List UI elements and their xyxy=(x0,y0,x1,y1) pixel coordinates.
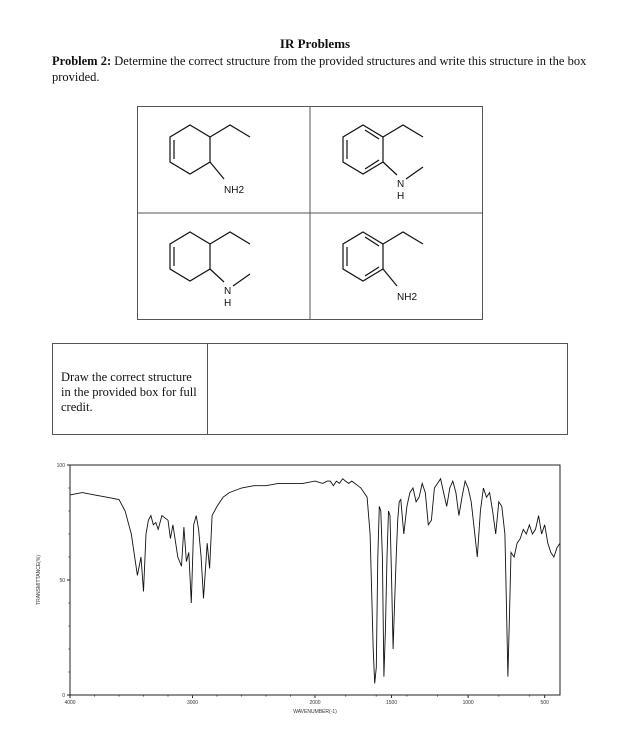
problem-label: Problem 2: xyxy=(52,54,112,68)
structure-choice-4[interactable] xyxy=(311,214,483,320)
structure-choice-3[interactable] xyxy=(138,214,310,320)
structure-choices-grid xyxy=(137,106,483,320)
x-tick-label: 3000 xyxy=(186,700,199,706)
answer-instruction: Draw the correct structure in the provided box for full credit. xyxy=(53,344,208,434)
answer-drawing-area[interactable] xyxy=(209,344,567,434)
y-axis-ticks xyxy=(57,463,70,699)
plot-frame xyxy=(70,465,560,695)
x-tick-label: 2000 xyxy=(309,700,321,706)
n-label: N xyxy=(224,286,232,297)
h-label: H xyxy=(397,191,405,202)
x-tick-label: 1500 xyxy=(386,700,398,706)
structure-choice-2[interactable] xyxy=(311,107,483,213)
y-axis-label: TRANSMITTANCE(%) xyxy=(36,555,42,605)
page-title: IR Problems xyxy=(279,36,351,51)
x-axis-ticks xyxy=(64,695,549,706)
x-tick-label: 1000 xyxy=(462,700,474,706)
x-tick-label: 4000 xyxy=(64,700,76,706)
y-tick-label: 0 xyxy=(62,693,65,699)
nh2-label: NH2 xyxy=(224,185,245,196)
x-axis-label: WAVENUMBER(-1) xyxy=(293,709,337,715)
problem-statement xyxy=(52,53,592,85)
ir-spectrum-chart xyxy=(30,455,570,725)
nh2-label: NH2 xyxy=(397,292,418,303)
y-tick-label: 100 xyxy=(56,463,65,469)
n-label: N xyxy=(397,179,405,190)
answer-box xyxy=(52,343,568,435)
h-label: H xyxy=(224,298,232,309)
problem-text: Determine the correct structure from the provided structures and write this structure in the box provided. xyxy=(52,54,587,84)
y-tick-label: 50 xyxy=(59,578,65,584)
x-tick-label: 500 xyxy=(540,700,549,706)
structure-choice-1[interactable] xyxy=(138,107,310,213)
spectrum-line xyxy=(70,479,560,684)
